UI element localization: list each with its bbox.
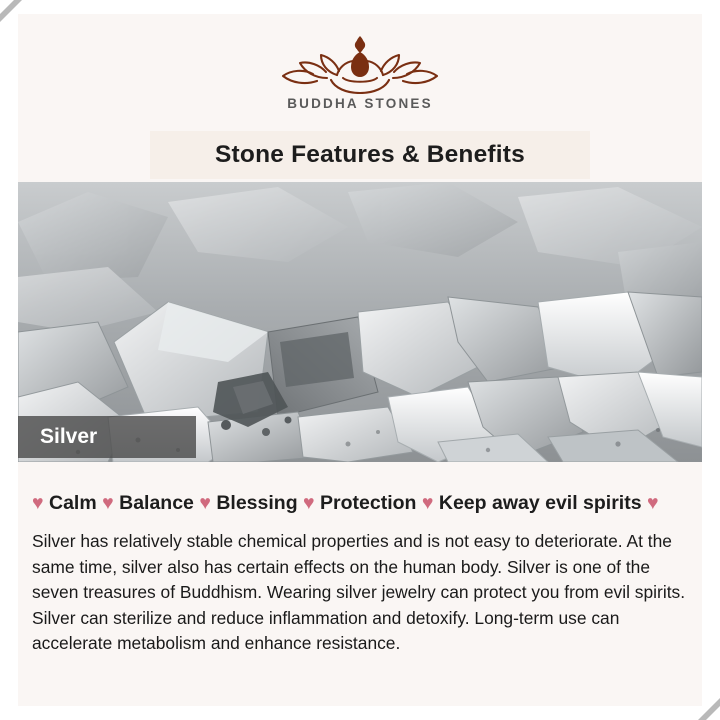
brand-header	[18, 14, 702, 124]
title-band	[150, 131, 590, 179]
brand-name: BUDDHA STONES	[287, 96, 433, 111]
stone-description: Silver has relatively stable chemical properties and is not easy to deteriorate. At the same time, silver also has certain effects on the human body. Silver is one of the seven treasures of Buddhism. Wearing silver jewelry can protect you from evil spirits. Silver can sterilize and reduce inflammation and detoxify. Long-term use can accelerate metabolism and enhance resistance.	[32, 531, 686, 654]
benefit-keywords: ♥ Calm ♥ Balance ♥ Blessing ♥ Protection ♥ Keep away evil spirits ♥	[32, 492, 659, 514]
content-section	[18, 462, 702, 657]
corner-ornament-bottom-right-inner	[706, 706, 720, 720]
page-title: Stone Features & Benefits	[215, 141, 525, 168]
stone-name-badge	[18, 416, 196, 458]
stone-name-label: Silver	[40, 425, 98, 448]
lotus-meditation-icon	[275, 28, 445, 94]
corner-ornament-top-left-inner	[0, 0, 14, 14]
poster-inner-panel	[18, 14, 702, 706]
